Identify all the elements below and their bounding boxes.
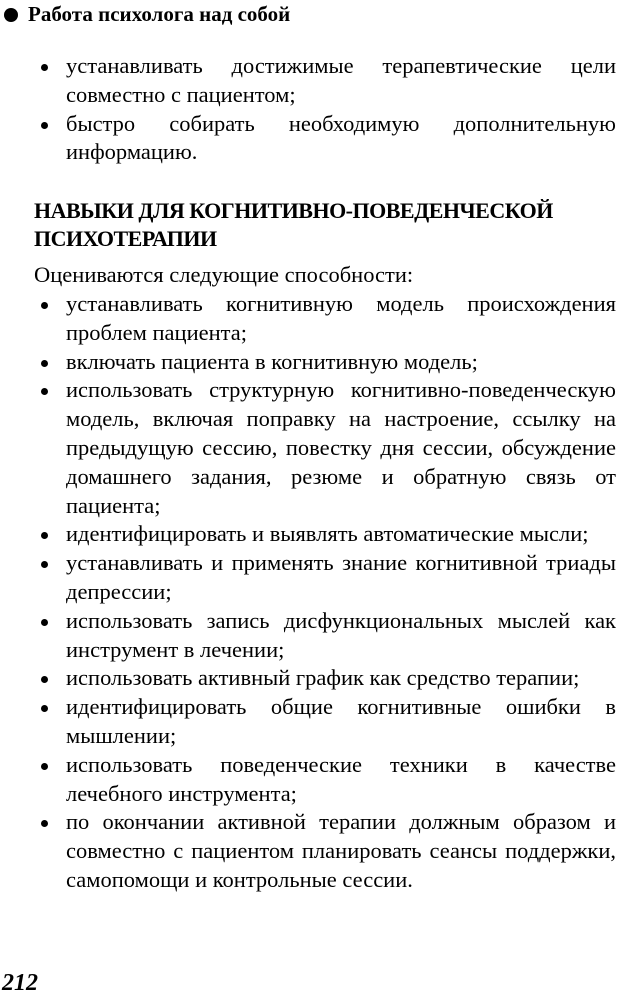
list-item: быстро собирать необходимую дополнительную информацию. [34,110,616,168]
top-list [34,52,616,167]
list-item: использовать поведенческие техники в качестве лечебного инструмента; [34,751,616,809]
list-item: использовать структурную когнитивно-поведенческую модель, включая поправку на настроение, ссылку на предыдущую сессию, повестку дня сессии, обсуждение домашнего задания, резюме и обратную связь от пациента; [34,376,616,520]
list-item: устанавливать достижимые терапевтические цели совместно с пациентом; [34,52,616,110]
section-intro: Оцениваются следующие способности: [34,262,414,288]
skills-list [34,290,616,895]
body-text [34,52,616,895]
list-item: идентифицировать общие когнитивные ошибки в мышлении; [34,693,616,751]
list-item: включать пациента в когнитивную модель; [34,348,616,377]
list-item: устанавливать когнитивную модель происхождения проблем пациента; [34,290,616,348]
running-head [4,2,290,27]
running-title: Работа психолога над собой [28,2,291,26]
list-item: по окончании активной терапии должным образом и совместно с пациентом планировать сеансы поддержки, самопомощи и контрольные сессии. [34,808,616,894]
list-item: устанавливать и применять знание когнитивной триады депрессии; [34,549,616,607]
list-item: использовать активный график как средство терапии; [34,664,616,693]
list-item: использовать запись дисфункциональных мыслей как инструмент в лечении; [34,607,616,665]
filled-circle-icon [4,8,18,22]
page-number: 212 [2,970,38,996]
section-heading: НАВЫКИ ДЛЯ КОГНИТИВНО-ПОВЕДЕНЧЕСКОЙ ПСИХОТЕРАПИИ [34,198,553,252]
list-item: идентифицировать и выявлять автоматические мысли; [34,520,616,549]
